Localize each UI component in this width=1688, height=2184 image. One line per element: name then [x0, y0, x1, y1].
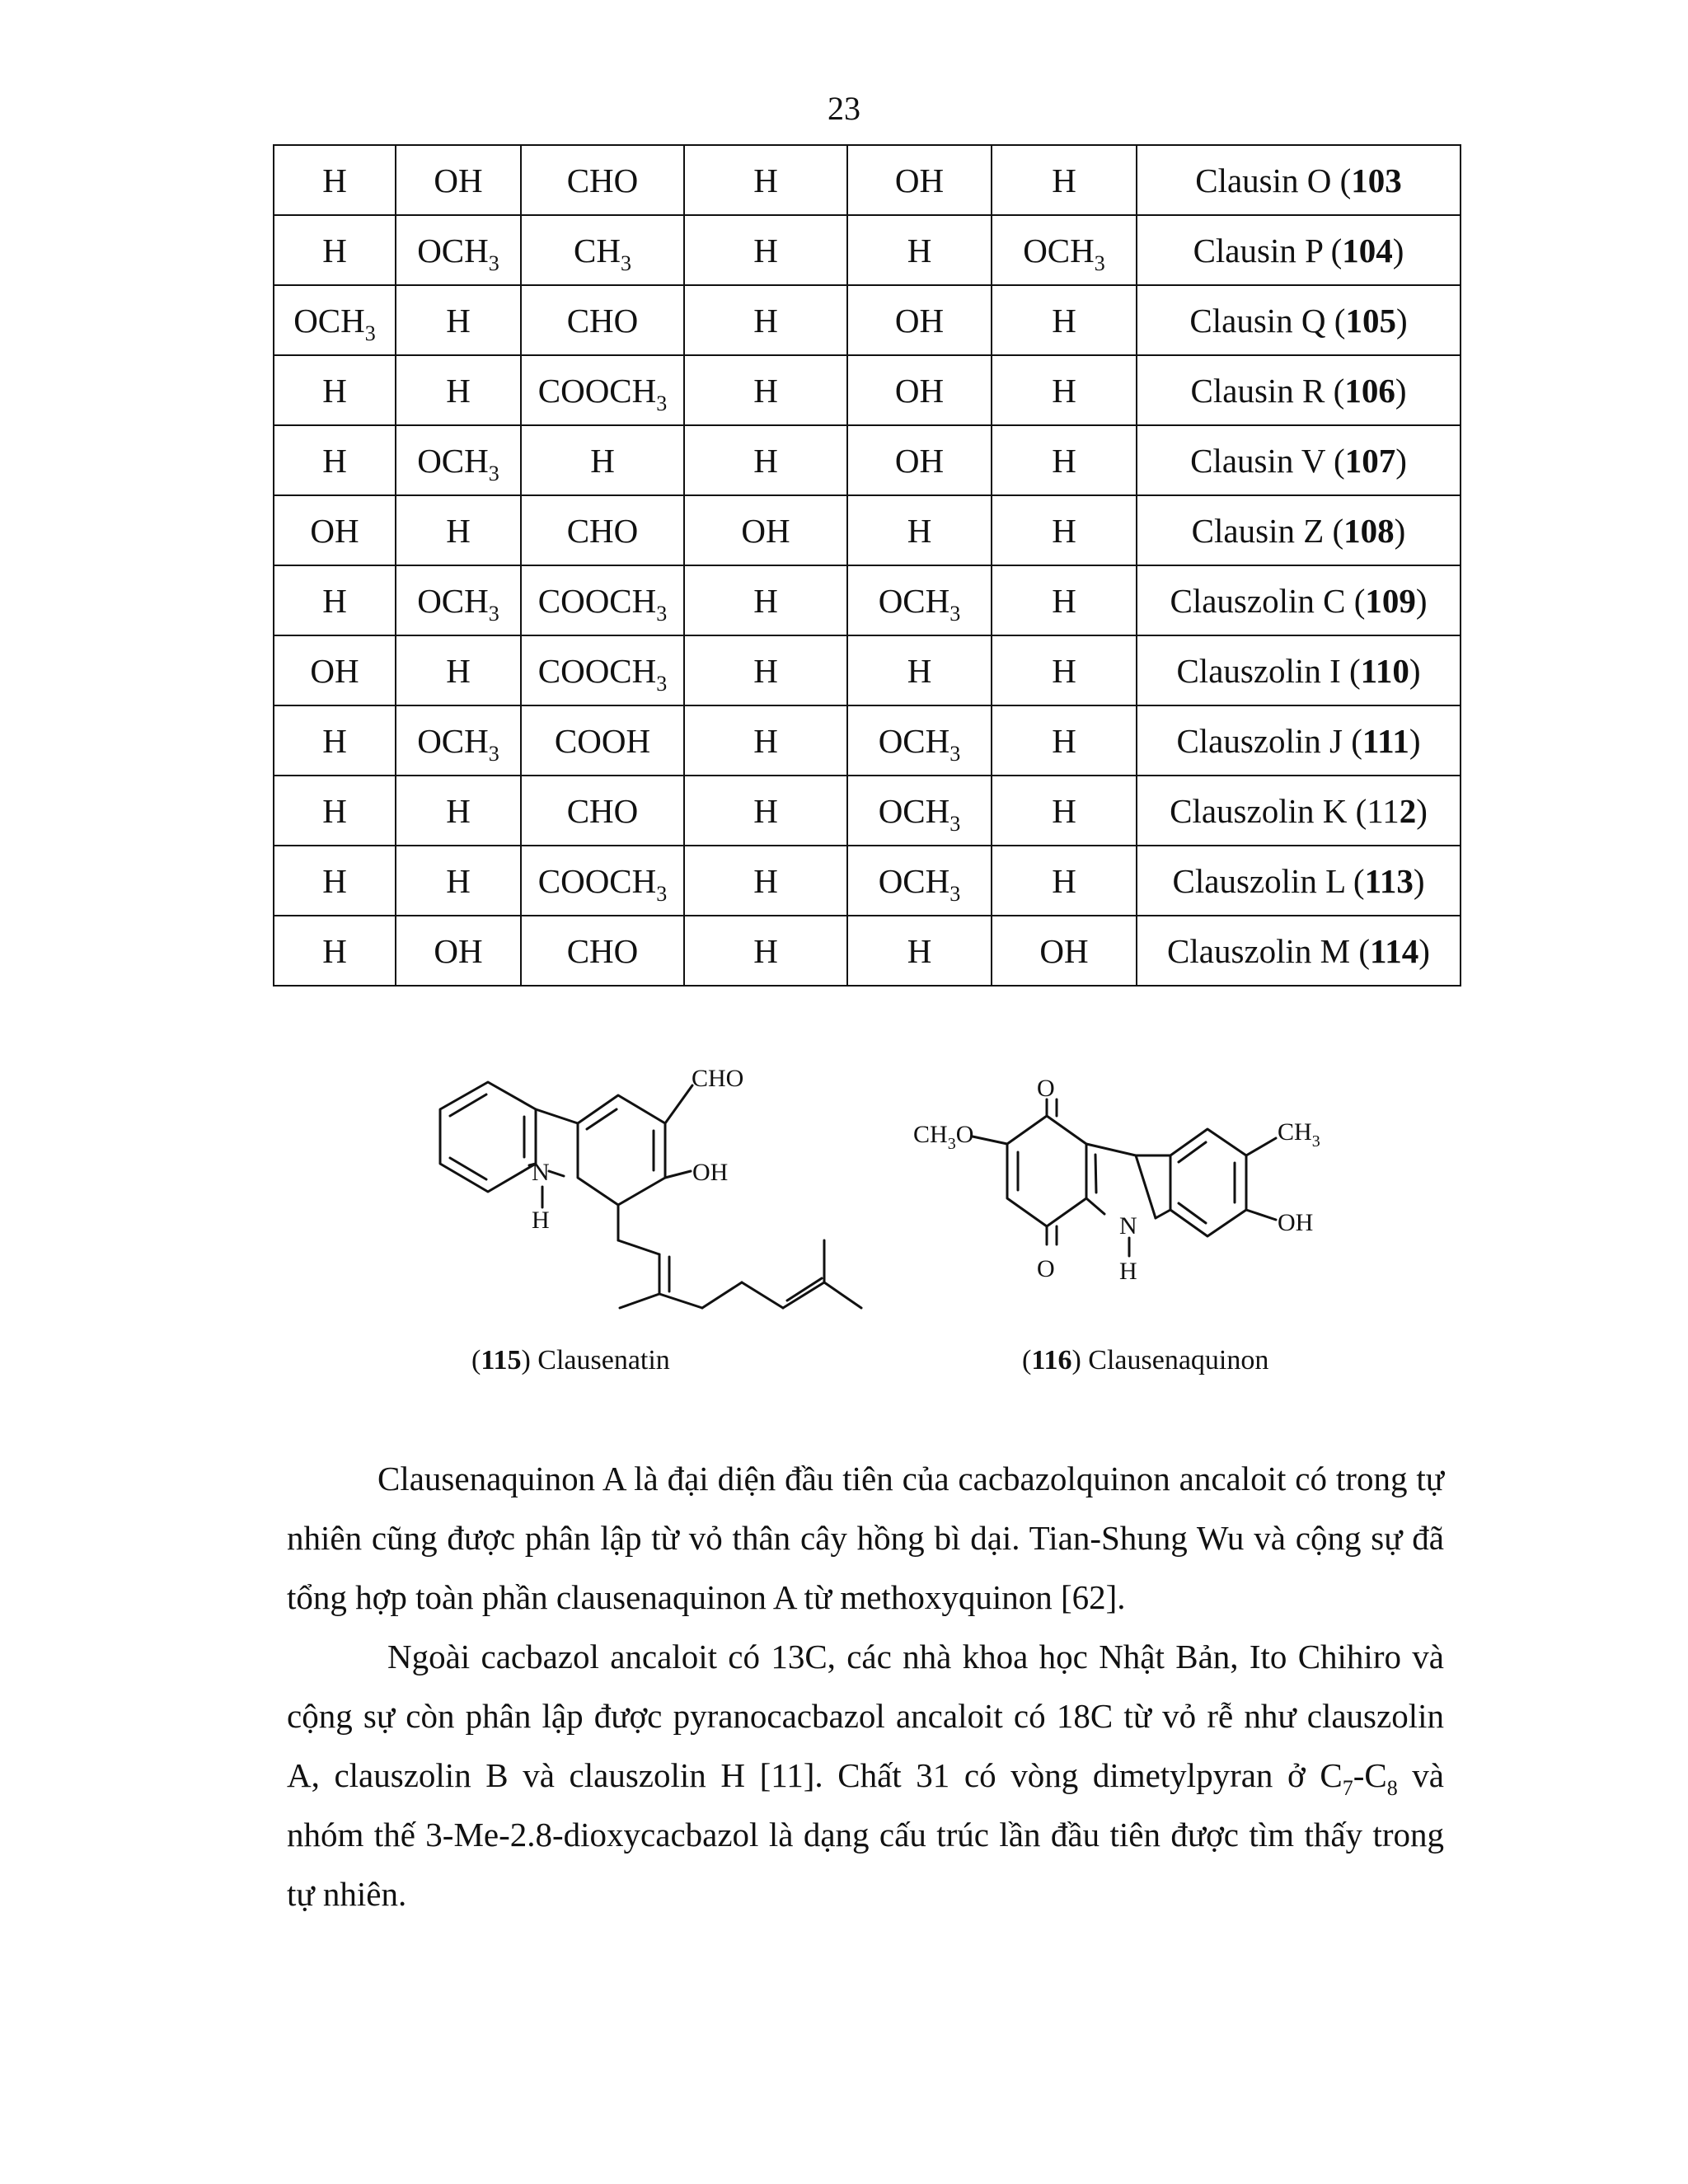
table-cell: H	[684, 635, 847, 705]
table-cell: H	[847, 916, 992, 986]
table-cell: H	[684, 916, 847, 986]
table-cell: $OCH_3$	[847, 565, 992, 635]
table-cell: H	[684, 705, 847, 776]
table-cell: OH	[847, 285, 992, 355]
table-cell: H	[992, 776, 1137, 846]
table-row	[274, 145, 1461, 215]
compound-name: Clauszolin K (112)	[1137, 776, 1461, 846]
table-cell: H	[396, 776, 521, 846]
table-cell: $OCH_3$	[847, 846, 992, 916]
table-cell: H	[992, 355, 1137, 425]
table-cell: CHO	[521, 916, 684, 986]
table-cell: H	[684, 145, 847, 215]
table-cell: H	[992, 285, 1137, 355]
table-cell: CHO	[521, 285, 684, 355]
table-cell: H	[274, 145, 396, 215]
table-row	[274, 215, 1461, 285]
compound-name: Clausin Z (108)	[1137, 495, 1461, 565]
table-cell: H	[847, 495, 992, 565]
table-row	[274, 355, 1461, 425]
table-cell: H	[396, 355, 521, 425]
table-cell: $CH_3$	[521, 215, 684, 285]
table-cell: $OCH_3$	[396, 565, 521, 635]
table-cell: $COOCH_3$	[521, 846, 684, 916]
table-cell: $OCH_3$	[274, 285, 396, 355]
page-number: 23	[828, 90, 860, 127]
table-cell: CHO	[521, 776, 684, 846]
table-cell: COOH	[521, 705, 684, 776]
table-cell: $COOCH_3$	[521, 355, 684, 425]
table-cell: H	[274, 916, 396, 986]
table-cell: H	[684, 215, 847, 285]
label-cho: CHO	[692, 1065, 744, 1092]
table-cell: H	[992, 495, 1137, 565]
table-cell: H	[396, 495, 521, 565]
label-oh: OH	[1278, 1209, 1314, 1236]
table-cell: H	[992, 846, 1137, 916]
table-cell: OH	[274, 635, 396, 705]
table-cell: H	[684, 355, 847, 425]
compound-name: Clauszolin M (114)	[1137, 916, 1461, 986]
table-cell: H	[274, 776, 396, 846]
table-row	[274, 495, 1461, 565]
table-cell: H	[684, 565, 847, 635]
table-cell: H	[274, 565, 396, 635]
table-row	[274, 846, 1461, 916]
label-o-bottom: O	[1037, 1255, 1055, 1282]
table-cell: H	[992, 425, 1137, 495]
table-cell: H	[396, 285, 521, 355]
table-row	[274, 285, 1461, 355]
label-n: N	[532, 1159, 550, 1186]
table-cell: H	[521, 425, 684, 495]
compound-name: Clausin P (104)	[1137, 215, 1461, 285]
table-cell: H	[684, 846, 847, 916]
paragraph-2: Ngoài cacbazol ancaloit có 13C, các nhà khoa học Nhật Bản, Ito Chihiro và cộng sự còn phân lập được pyranocacbazol ancaloit có 18C từ vỏ rễ như clauszolin A, clauszolin B và clauszolin H [11]. Chất 31 có vòng dimetylpyran ở $C_7-C_8$ và nhóm thế 3-Me-2.8-dioxycacbazol là dạng cấu trúc lần đầu tiên được tìm thấy trong tự nhiên.	[287, 1638, 1444, 1913]
table-cell: CHO	[521, 495, 684, 565]
compound-name: Clausin R (106)	[1137, 355, 1461, 425]
table-cell: H	[847, 635, 992, 705]
label-nh: H	[1119, 1258, 1137, 1285]
label-ch3: $CH_3$	[1278, 1118, 1320, 1151]
compound-name: Clauszolin L (113)	[1137, 846, 1461, 916]
table-cell: OH	[992, 916, 1137, 986]
chemical-structures	[0, 1022, 1688, 1343]
table-cell: H	[274, 425, 396, 495]
table-cell: $OCH_3$	[847, 705, 992, 776]
paragraph-1: Clausenaquinon A là đại diện đầu tiên của cacbazolquinon ancaloit có trong tự nhiên cũng được phân lập từ vỏ thân cây hồng bì dại. Tian-Shung Wu và cộng sự đã tổng hợp toàn phần clausenaquinon A từ methoxyquinon [62].	[287, 1460, 1444, 1616]
compound-name: Clausin Q (105)	[1137, 285, 1461, 355]
table-cell: $OCH_3$	[992, 215, 1137, 285]
table-cell: OH	[684, 495, 847, 565]
structure-115-labels	[532, 1065, 743, 1234]
label-n: N	[1119, 1212, 1137, 1240]
table-row	[274, 635, 1461, 705]
caption-115: (115) Clausenatin	[471, 1345, 670, 1376]
table-cell: CHO	[521, 145, 684, 215]
table-cell: $COOCH_3$	[521, 565, 684, 635]
table-row	[274, 776, 1461, 846]
caption-116: (116) Clausenaquinon	[1022, 1345, 1269, 1376]
table-cell: OH	[396, 145, 521, 215]
structure-115-clausenatin	[440, 1082, 861, 1308]
compound-name: Clauszolin J (111)	[1137, 705, 1461, 776]
compound-name: Clausin V (107)	[1137, 425, 1461, 495]
table-cell: H	[396, 635, 521, 705]
table-cell: $COOCH_3$	[521, 635, 684, 705]
table-cell: $OCH_3$	[396, 215, 521, 285]
table-cell: OH	[274, 495, 396, 565]
table-cell: OH	[396, 916, 521, 986]
table-cell: $OCH_3$	[847, 776, 992, 846]
table-row	[274, 705, 1461, 776]
label-nh: H	[532, 1207, 550, 1234]
table-cell: OH	[847, 355, 992, 425]
table-cell: $OCH_3$	[396, 425, 521, 495]
table-cell: OH	[847, 145, 992, 215]
compound-table	[273, 144, 1461, 987]
table-body	[274, 145, 1461, 986]
label-ch3o: $CH_3O$	[913, 1121, 974, 1153]
table-cell: H	[992, 635, 1137, 705]
table-row	[274, 425, 1461, 495]
table-cell: $OCH_3$	[396, 705, 521, 776]
table-cell: H	[274, 846, 396, 916]
table-cell: H	[396, 846, 521, 916]
structure-116-labels	[913, 1075, 1320, 1285]
table-cell: H	[992, 565, 1137, 635]
table-cell: H	[684, 776, 847, 846]
table-cell: H	[992, 145, 1137, 215]
table-row	[274, 565, 1461, 635]
compound-name: Clausin O (103	[1137, 145, 1461, 215]
table-cell: H	[274, 355, 396, 425]
table-cell: H	[847, 215, 992, 285]
table-cell: H	[684, 285, 847, 355]
compound-name: Clauszolin C (109)	[1137, 565, 1461, 635]
table-cell: H	[684, 425, 847, 495]
table-row	[274, 916, 1461, 986]
label-o-top: O	[1037, 1075, 1055, 1102]
table-cell: OH	[847, 425, 992, 495]
table-cell: H	[274, 705, 396, 776]
table-cell: H	[992, 705, 1137, 776]
table-cell: H	[274, 215, 396, 285]
compound-name: Clauszolin I (110)	[1137, 635, 1461, 705]
label-oh: OH	[692, 1159, 729, 1186]
